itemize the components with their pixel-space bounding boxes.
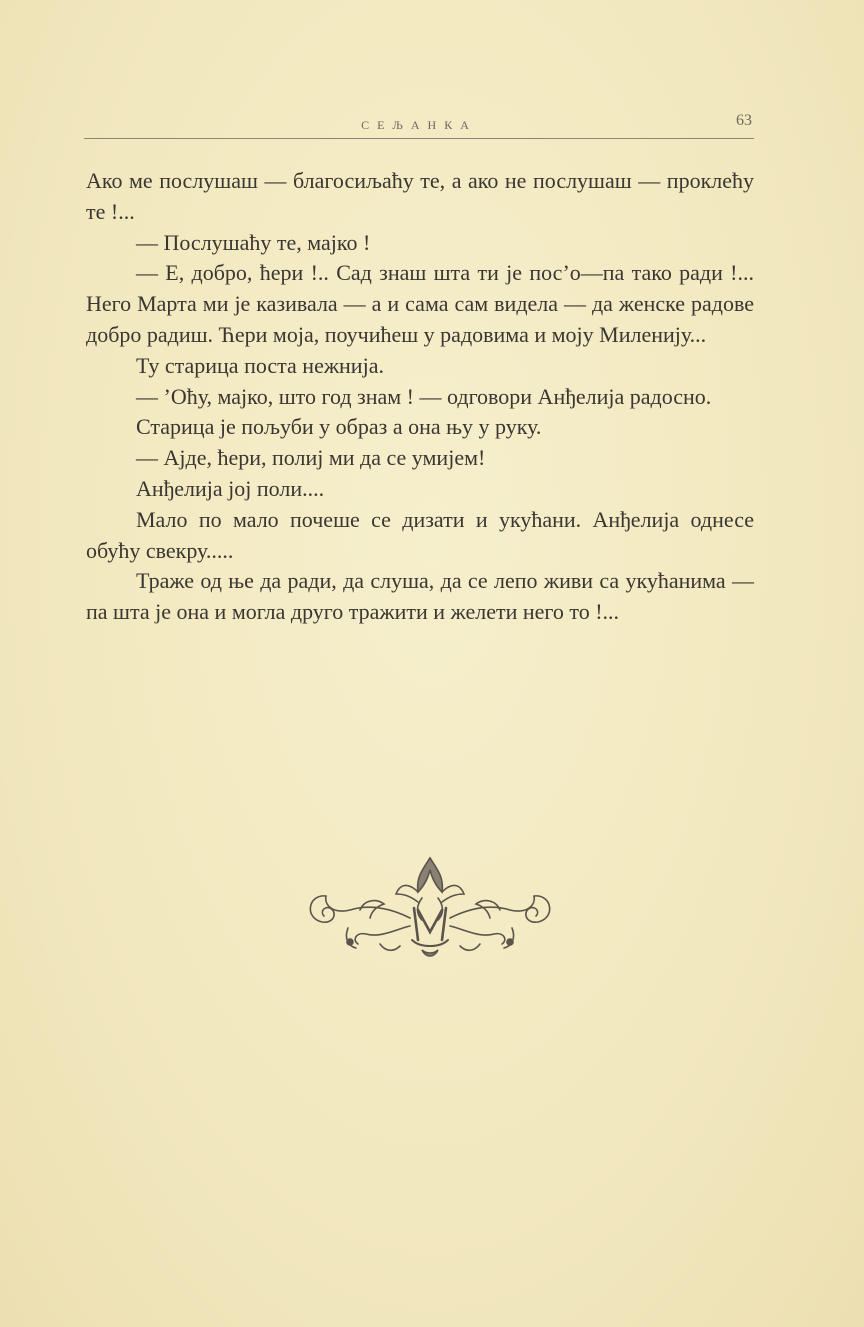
paragraph-5: — ’Оћу, мајко, што год знам ! — одговори Анђелија радосно. bbox=[136, 383, 712, 409]
paragraph-6: Старица је пољуби у образ а она њу у руку. bbox=[136, 414, 542, 440]
running-title: СЕЉАНКА bbox=[361, 118, 477, 132]
page-number: 63 bbox=[736, 112, 752, 129]
paragraph-1: Ако ме послушаш — благосиљаћу те, а ако не послушаш — проклећу те !... bbox=[86, 168, 754, 224]
paragraph-8: Анђелија јој поли.... bbox=[136, 475, 325, 501]
body-text bbox=[86, 166, 754, 628]
paragraph-2: — Послушаћу те, мајко ! bbox=[136, 229, 371, 255]
paragraph-9: Мало по мало почеше се дизати и укућани. Анђелија однесе обућу свекру..... bbox=[86, 506, 754, 563]
paragraph-3: — Е, добро, ћери !.. Сад знаш шта ти је пос’о—па тако ради !... Него Марта ми је казивала — а и сама сам видела — да женске радове добро радиш. Ћери моја, поучићеш у радовима и моју Миленију... bbox=[86, 260, 754, 347]
paragraph-10: Траже од ње да ради, да слуша, да се лепо живи са укућанима — па шта је она и могла друго тражити и желети него то !... bbox=[86, 568, 754, 625]
paragraph-7: — Ајде, ћери, полиј ми да се умијем! bbox=[136, 445, 486, 471]
floral-tailpiece-icon bbox=[300, 848, 560, 966]
paragraph-4: Ту старица поста нежнија. bbox=[136, 352, 384, 378]
page-header bbox=[84, 112, 754, 139]
